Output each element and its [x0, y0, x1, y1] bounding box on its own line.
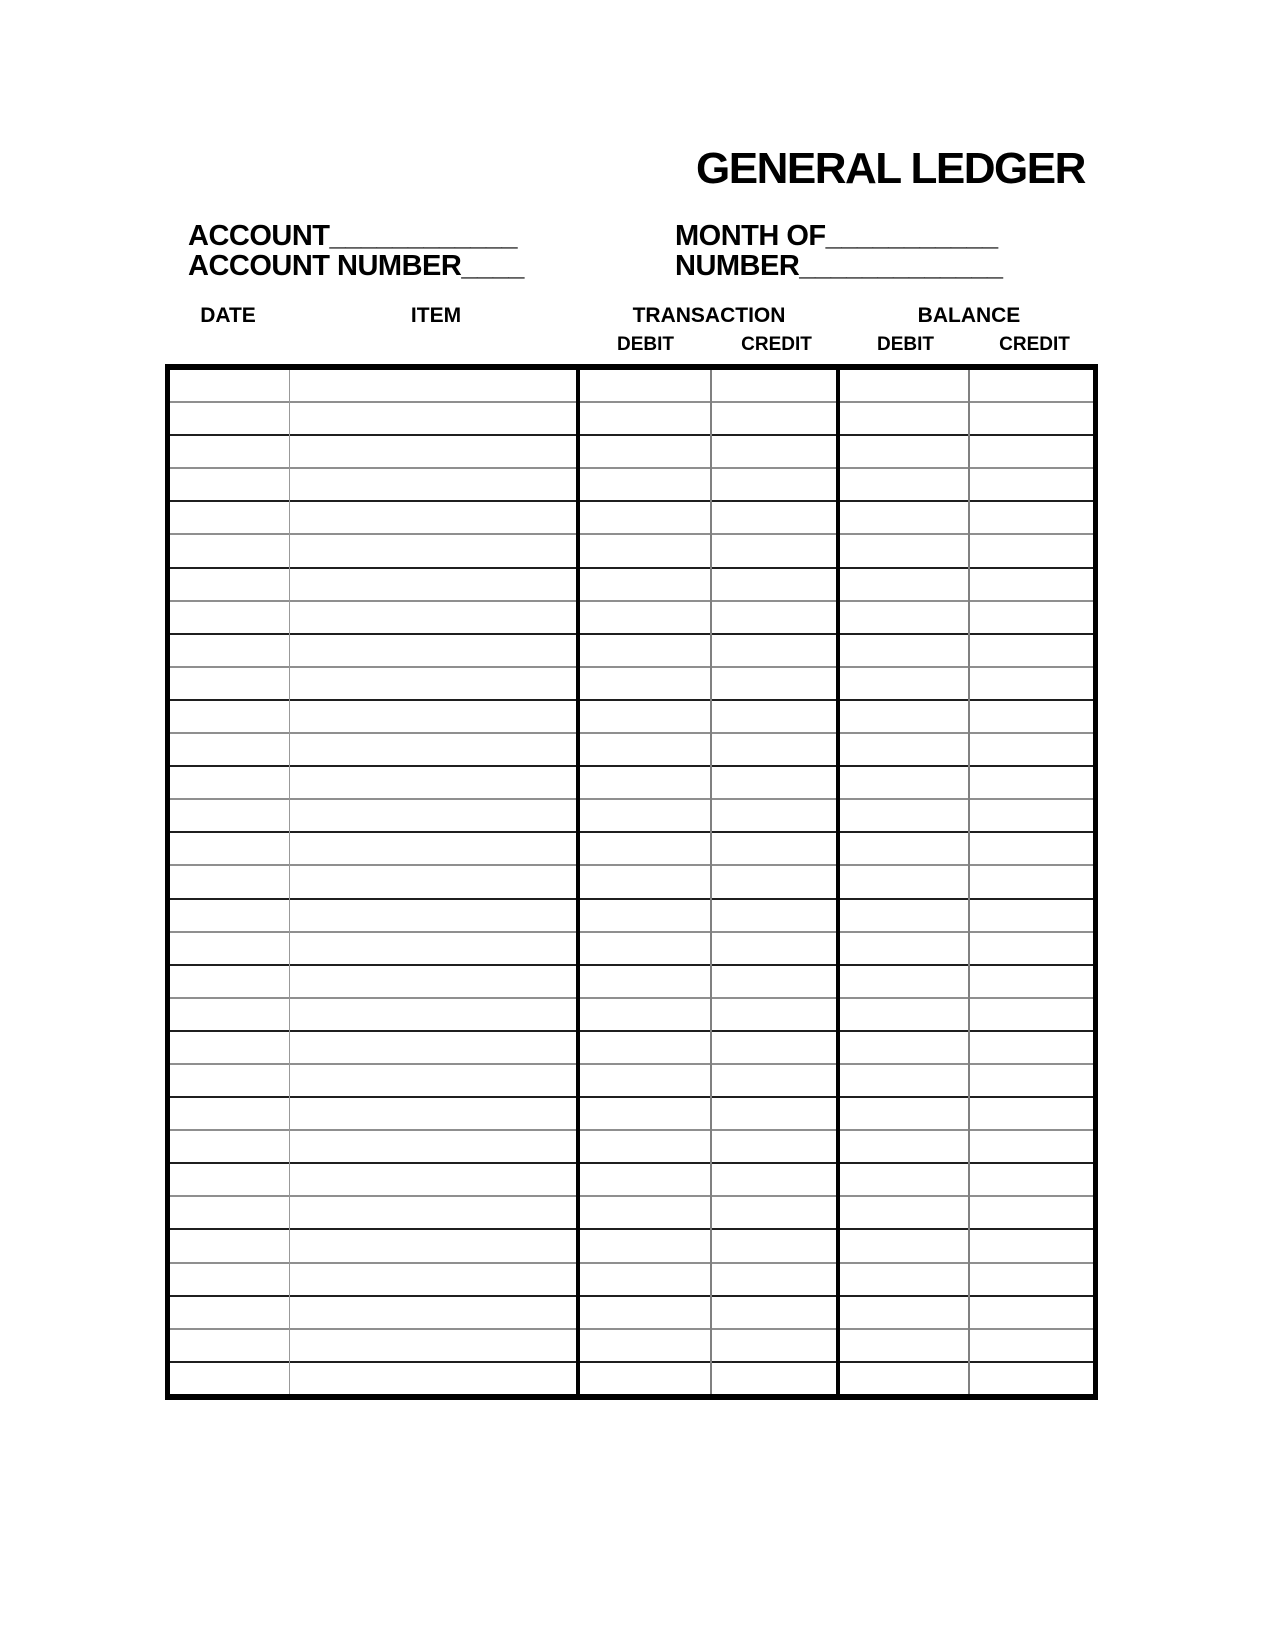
cell-transaction_debit [578, 370, 711, 401]
cell-transaction_credit [711, 1230, 838, 1261]
cell-item [290, 800, 578, 831]
cell-balance_debit [838, 866, 969, 897]
account-label: ACCOUNT [188, 220, 330, 252]
cell-balance_debit [838, 1230, 969, 1261]
subheader-transaction-credit: CREDIT [741, 334, 812, 355]
column-header-date: DATE [200, 304, 256, 327]
cell-transaction_credit [711, 734, 838, 765]
cell-transaction_credit [711, 866, 838, 897]
cell-balance_debit [838, 800, 969, 831]
cell-balance_credit [969, 1297, 1093, 1328]
cell-date [170, 602, 290, 633]
cell-item [290, 535, 578, 566]
cell-item [290, 1363, 578, 1394]
cell-balance_debit [838, 668, 969, 699]
cell-item [290, 502, 578, 533]
subheader-balance-credit: CREDIT [999, 334, 1070, 355]
cell-balance_debit [838, 569, 969, 600]
cell-balance_debit [838, 1330, 969, 1361]
ledger-row [170, 535, 1093, 568]
ledger-row [170, 767, 1093, 800]
cell-balance_debit [838, 1164, 969, 1195]
cell-balance_debit [838, 1264, 969, 1295]
cell-transaction_debit [578, 1330, 711, 1361]
cell-item [290, 966, 578, 997]
cell-transaction_credit [711, 436, 838, 467]
cell-date [170, 502, 290, 533]
cell-date [170, 866, 290, 897]
cell-date [170, 1032, 290, 1063]
column-header-balance: BALANCE [917, 304, 1021, 327]
cell-balance_credit [969, 569, 1093, 600]
cell-balance_credit [969, 734, 1093, 765]
cell-balance_credit [969, 535, 1093, 566]
cell-transaction_debit [578, 1197, 711, 1228]
cell-transaction_credit [711, 767, 838, 798]
cell-date [170, 1131, 290, 1162]
ledger-row [170, 833, 1093, 866]
cell-balance_credit [969, 933, 1093, 964]
cell-balance_credit [969, 1164, 1093, 1195]
cell-balance_debit [838, 966, 969, 997]
ledger-row [170, 1197, 1093, 1230]
cell-balance_debit [838, 602, 969, 633]
cell-transaction_credit [711, 1065, 838, 1096]
cell-date [170, 933, 290, 964]
cell-transaction_credit [711, 502, 838, 533]
cell-date [170, 1297, 290, 1328]
cell-balance_debit [838, 1032, 969, 1063]
ledger-row [170, 1264, 1093, 1297]
cell-transaction_debit [578, 1297, 711, 1328]
cell-date [170, 403, 290, 434]
cell-balance_debit [838, 734, 969, 765]
cell-item [290, 1131, 578, 1162]
cell-balance_credit [969, 502, 1093, 533]
cell-transaction_debit [578, 1065, 711, 1096]
cell-balance_debit [838, 1363, 969, 1394]
divider-balance-debit-credit [968, 370, 970, 1394]
cell-transaction_debit [578, 569, 711, 600]
cell-transaction_credit [711, 569, 838, 600]
cell-date [170, 436, 290, 467]
ledger-row [170, 1330, 1093, 1363]
cell-balance_debit [838, 701, 969, 732]
cell-item [290, 569, 578, 600]
cell-transaction_credit [711, 469, 838, 500]
cell-item [290, 1065, 578, 1096]
cell-balance_debit [838, 370, 969, 401]
cell-balance_credit [969, 436, 1093, 467]
subheader-transaction-debit: DEBIT [617, 334, 674, 355]
ledger-rows [170, 370, 1093, 1394]
cell-date [170, 1098, 290, 1129]
ledger-row [170, 1297, 1093, 1330]
ledger-row [170, 701, 1093, 734]
cell-balance_debit [838, 900, 969, 931]
cell-date [170, 469, 290, 500]
ledger-row [170, 933, 1093, 966]
ledger-row [170, 966, 1093, 999]
ledger-row [170, 1098, 1093, 1131]
cell-date [170, 569, 290, 600]
cell-item [290, 767, 578, 798]
cell-balance_credit [969, 668, 1093, 699]
account-number-field [188, 251, 524, 282]
cell-item [290, 469, 578, 500]
cell-balance_debit [838, 1098, 969, 1129]
cell-balance_debit [838, 635, 969, 666]
ledger-row [170, 1164, 1093, 1197]
cell-date [170, 370, 290, 401]
cell-item [290, 1330, 578, 1361]
ledger-row [170, 635, 1093, 668]
ledger-row [170, 569, 1093, 602]
cell-date [170, 734, 290, 765]
cell-transaction_credit [711, 701, 838, 732]
cell-date [170, 668, 290, 699]
cell-date [170, 900, 290, 931]
cell-balance_debit [838, 1197, 969, 1228]
cell-item [290, 866, 578, 897]
cell-balance_debit [838, 833, 969, 864]
cell-transaction_debit [578, 1131, 711, 1162]
cell-balance_debit [838, 1297, 969, 1328]
cell-transaction_credit [711, 800, 838, 831]
cell-transaction_credit [711, 1197, 838, 1228]
ledger-table [165, 364, 1098, 1400]
cell-item [290, 1164, 578, 1195]
cell-transaction_debit [578, 833, 711, 864]
month-of-field [675, 221, 998, 252]
cell-balance_credit [969, 833, 1093, 864]
cell-transaction_credit [711, 370, 838, 401]
cell-balance_credit [969, 1363, 1093, 1394]
cell-transaction_credit [711, 668, 838, 699]
account-number-label: ACCOUNT NUMBER [188, 250, 462, 282]
cell-transaction_credit [711, 966, 838, 997]
cell-transaction_debit [578, 1098, 711, 1129]
ledger-row [170, 866, 1093, 899]
ledger-row [170, 1230, 1093, 1263]
cell-transaction_debit [578, 767, 711, 798]
cell-transaction_debit [578, 1164, 711, 1195]
cell-transaction_debit [578, 866, 711, 897]
cell-balance_credit [969, 635, 1093, 666]
cell-transaction_credit [711, 933, 838, 964]
cell-transaction_credit [711, 1264, 838, 1295]
cell-transaction_debit [578, 502, 711, 533]
cell-balance_debit [838, 767, 969, 798]
cell-balance_debit [838, 403, 969, 434]
cell-balance_credit [969, 1197, 1093, 1228]
cell-item [290, 403, 578, 434]
cell-balance_credit [969, 999, 1093, 1030]
cell-item [290, 734, 578, 765]
ledger-row [170, 1131, 1093, 1164]
cell-balance_credit [969, 900, 1093, 931]
cell-transaction_credit [711, 1098, 838, 1129]
number-blank-line: _____________ [799, 250, 1003, 282]
cell-transaction_debit [578, 900, 711, 931]
cell-balance_credit [969, 1330, 1093, 1361]
cell-transaction_debit [578, 933, 711, 964]
cell-transaction_credit [711, 1330, 838, 1361]
cell-transaction_credit [711, 1164, 838, 1195]
cell-date [170, 999, 290, 1030]
cell-date [170, 701, 290, 732]
cell-date [170, 767, 290, 798]
cell-balance_credit [969, 1065, 1093, 1096]
divider-item-transaction [576, 370, 580, 1394]
ledger-row [170, 1363, 1093, 1394]
ledger-row [170, 403, 1093, 436]
cell-balance_debit [838, 436, 969, 467]
cell-item [290, 1032, 578, 1063]
cell-transaction_credit [711, 1131, 838, 1162]
column-header-item: ITEM [410, 304, 462, 327]
cell-item [290, 999, 578, 1030]
cell-transaction_debit [578, 1032, 711, 1063]
cell-balance_credit [969, 1032, 1093, 1063]
cell-balance_debit [838, 502, 969, 533]
divider-transaction-balance [836, 370, 840, 1394]
cell-transaction_credit [711, 1363, 838, 1394]
ledger-row [170, 602, 1093, 635]
cell-transaction_debit [578, 1363, 711, 1394]
cell-transaction_debit [578, 535, 711, 566]
cell-date [170, 1363, 290, 1394]
cell-transaction_credit [711, 833, 838, 864]
cell-transaction_credit [711, 1297, 838, 1328]
cell-transaction_credit [711, 635, 838, 666]
cell-item [290, 635, 578, 666]
cell-balance_debit [838, 933, 969, 964]
cell-item [290, 1297, 578, 1328]
cell-date [170, 833, 290, 864]
cell-balance_credit [969, 469, 1093, 500]
cell-transaction_debit [578, 966, 711, 997]
cell-transaction_credit [711, 900, 838, 931]
cell-item [290, 900, 578, 931]
month-of-label: MONTH OF [675, 220, 826, 252]
cell-transaction_debit [578, 999, 711, 1030]
number-field [675, 251, 1002, 282]
cell-date [170, 1264, 290, 1295]
cell-transaction_credit [711, 1032, 838, 1063]
cell-balance_credit [969, 1264, 1093, 1295]
ledger-row [170, 999, 1093, 1032]
cell-transaction_debit [578, 436, 711, 467]
cell-balance_credit [969, 800, 1093, 831]
cell-item [290, 1230, 578, 1261]
cell-item [290, 370, 578, 401]
cell-balance_debit [838, 1131, 969, 1162]
ledger-row [170, 1032, 1093, 1065]
subheader-balance-debit: DEBIT [877, 334, 934, 355]
ledger-row [170, 370, 1093, 403]
divider-transaction-debit-credit [710, 370, 712, 1394]
cell-item [290, 933, 578, 964]
cell-transaction_debit [578, 800, 711, 831]
number-label: NUMBER [675, 250, 800, 282]
ledger-row [170, 469, 1093, 502]
cell-transaction_debit [578, 701, 711, 732]
cell-transaction_credit [711, 403, 838, 434]
ledger-row [170, 900, 1093, 933]
cell-date [170, 966, 290, 997]
page-title: GENERAL LEDGER [696, 144, 1085, 193]
account-number-blank-line: ____ [461, 250, 524, 282]
ledger-row [170, 668, 1093, 701]
cell-transaction_credit [711, 535, 838, 566]
cell-date [170, 1197, 290, 1228]
divider-date-item [289, 370, 290, 1394]
cell-item [290, 701, 578, 732]
cell-item [290, 1098, 578, 1129]
cell-item [290, 668, 578, 699]
ledger-row [170, 502, 1093, 535]
cell-transaction_debit [578, 602, 711, 633]
cell-balance_debit [838, 469, 969, 500]
cell-balance_credit [969, 602, 1093, 633]
ledger-row [170, 436, 1093, 469]
cell-date [170, 535, 290, 566]
cell-date [170, 1065, 290, 1096]
cell-transaction_debit [578, 734, 711, 765]
cell-balance_credit [969, 767, 1093, 798]
cell-balance_credit [969, 1131, 1093, 1162]
cell-item [290, 1197, 578, 1228]
cell-balance_credit [969, 1230, 1093, 1261]
cell-transaction_debit [578, 1230, 711, 1261]
cell-item [290, 833, 578, 864]
cell-transaction_debit [578, 635, 711, 666]
account-field [188, 221, 517, 252]
ledger-row [170, 734, 1093, 767]
cell-balance_credit [969, 403, 1093, 434]
cell-balance_debit [838, 535, 969, 566]
cell-date [170, 800, 290, 831]
cell-transaction_debit [578, 469, 711, 500]
cell-balance_credit [969, 866, 1093, 897]
column-header-transaction: TRANSACTION [632, 304, 786, 327]
cell-balance_credit [969, 1098, 1093, 1129]
cell-balance_credit [969, 370, 1093, 401]
cell-date [170, 635, 290, 666]
cell-item [290, 436, 578, 467]
cell-balance_credit [969, 966, 1093, 997]
ledger-row [170, 800, 1093, 833]
cell-date [170, 1230, 290, 1261]
cell-transaction_debit [578, 403, 711, 434]
cell-transaction_debit [578, 668, 711, 699]
cell-date [170, 1330, 290, 1361]
cell-balance_debit [838, 999, 969, 1030]
cell-balance_debit [838, 1065, 969, 1096]
cell-balance_credit [969, 701, 1093, 732]
cell-transaction_credit [711, 999, 838, 1030]
cell-item [290, 602, 578, 633]
cell-transaction_debit [578, 1264, 711, 1295]
month-of-blank-line: ___________ [825, 220, 998, 252]
cell-item [290, 1264, 578, 1295]
cell-date [170, 1164, 290, 1195]
ledger-row [170, 1065, 1093, 1098]
cell-transaction_credit [711, 602, 838, 633]
account-blank-line: ____________ [329, 220, 518, 252]
